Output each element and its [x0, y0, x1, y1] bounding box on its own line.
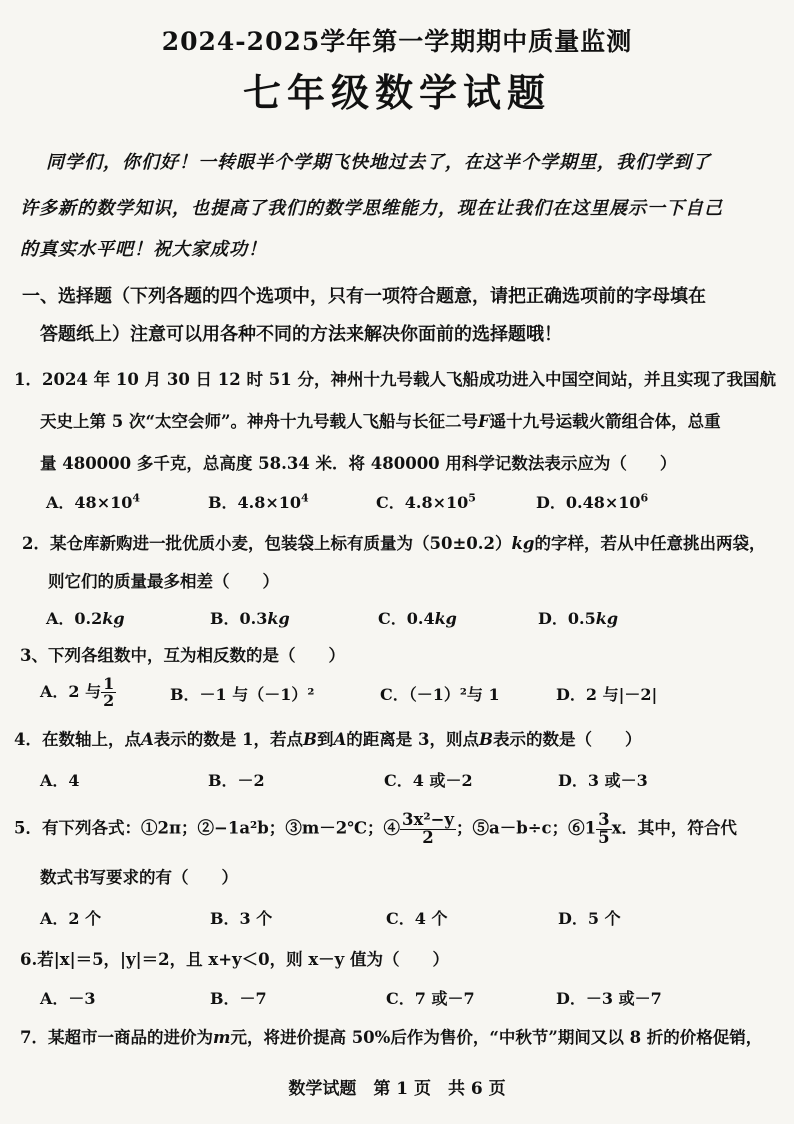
- section-1-heading-cont: 答题纸上）注意可以用各种不同的方法来解决你面前的选择题哦！: [40, 324, 562, 345]
- q3-option-a-letter: A．: [40, 682, 69, 701]
- q5-option-b: B．3 个: [210, 909, 273, 928]
- q1-option-d-exp: 6: [640, 491, 649, 505]
- q5-line-1: [14, 812, 737, 846]
- q1-option-d-base: 0.48×10: [565, 493, 641, 512]
- q5-prefix: 5．有下列各式：: [14, 818, 141, 838]
- q5-expr-4-fraction: [400, 812, 456, 846]
- q5-expr-4-label: ④: [383, 818, 401, 838]
- q1-option-a-base: 48×10: [74, 493, 133, 512]
- q4-var-b: B: [303, 730, 317, 749]
- q4-text-b: 表示的数是 1，若点: [153, 730, 304, 749]
- q2-option-b-letter: B．: [210, 609, 240, 628]
- q2-option-c: [378, 606, 457, 629]
- q2-option-b-unit: kg: [267, 609, 290, 628]
- q4-var-b-2: B: [479, 730, 493, 749]
- q1-option-a: [46, 490, 140, 513]
- q7-text-a: 7．某超市一商品的进价为: [20, 1028, 213, 1047]
- q5-expr-6-den: 5: [598, 827, 610, 847]
- q2-text-a: 2．某仓库新购进一批优质小麦，包装袋上标有质量为（50±0.2）: [22, 534, 512, 553]
- q3-option-c: C．（－1）²与 1: [380, 685, 500, 704]
- q2-option-a: [46, 606, 125, 629]
- q5-expr-4-num: 3x²−y: [402, 810, 454, 829]
- q2-option-d-value: 0.5: [567, 609, 596, 628]
- q1-option-c-exp: 5: [468, 491, 476, 505]
- q1-option-d-letter: D．: [536, 493, 566, 512]
- q2-option-a-value: 0.2: [74, 609, 103, 628]
- page-footer: 数学试题 第 1 页 共 6 页: [288, 1079, 506, 1099]
- q3-option-b: B．－1 与（－1）²: [170, 685, 315, 704]
- q1-option-c: [376, 490, 476, 513]
- q5-option-d: D．5 个: [558, 909, 621, 928]
- q6-line-1: 6.若|x|＝5，|y|＝2，且 x+y＜0，则 x－y 值为（ ）: [20, 950, 450, 969]
- q5-expr-6-fraction: [596, 812, 611, 846]
- q4-var-a: A: [140, 730, 154, 749]
- intro-line-3: 的真实水平吧！祝大家成功！: [20, 239, 267, 260]
- q2-option-d: [538, 606, 618, 629]
- q1-text-a: 天史上第 5 次“太空会师”。神舟十九号载人飞船与长征二号: [40, 412, 478, 431]
- q3-option-a-pre: 2 与: [68, 682, 102, 701]
- q5-expr-6-label: ⑥1: [568, 818, 597, 838]
- q5-expr-1: ①2π；: [140, 818, 198, 838]
- q1-line-1: 1．2024 年 10 月 30 日 12 时 51 分，神州十九号载人飞船成功进入中国空间站，并且实现了我国航: [14, 370, 776, 389]
- q1-option-b-letter: B．: [208, 493, 238, 512]
- q4-option-c: C．4 或－2: [384, 771, 473, 790]
- q3-fraction-num: 1: [103, 674, 115, 693]
- q2-text-b: 的字样，若从中任意挑出两袋，: [534, 534, 766, 553]
- q2-option-d-letter: D．: [538, 609, 568, 628]
- q2-option-b: [210, 606, 290, 629]
- q1-option-b-exp: 4: [301, 491, 309, 505]
- intro-line-2: 许多新的数学知识，也提高了我们的数学思维能力，现在让我们在这里展示一下自己: [20, 198, 723, 219]
- q5-expr-3: ③m－2℃；: [285, 818, 384, 838]
- q5-option-a: A．2 个: [40, 909, 102, 928]
- q5-expr-6-end: x．其中，符合代: [611, 818, 737, 838]
- q5-expr-6-num: 3: [598, 810, 610, 829]
- q1-option-d: [536, 490, 648, 513]
- q4-option-a: A．4: [40, 771, 80, 790]
- q6-option-a: A．－3: [40, 989, 96, 1008]
- q3-line-1: 3、下列各组数中，互为相反数的是（ ）: [20, 646, 345, 665]
- q3-fraction-den: 2: [103, 691, 115, 710]
- q1-var-f: F: [477, 412, 490, 431]
- q5-expr-2: ②−1a²b；: [197, 818, 286, 838]
- q5-expr-4-den: 2: [422, 827, 434, 847]
- exam-header-title: 2024-2025学年第一学期期中质量监测: [161, 27, 633, 56]
- q4-option-b: B．－2: [208, 771, 265, 790]
- q1-option-a-letter: A．: [46, 493, 75, 512]
- q4-text-e: 表示的数是（ ）: [492, 730, 642, 749]
- q7-line-1: [20, 1024, 762, 1048]
- q1-option-c-base: 4.8×10: [404, 493, 469, 512]
- q7-var-m: m: [212, 1028, 231, 1047]
- section-1-heading: 一、选择题（下列各题的四个选项中，只有一项符合题意，请把正确选项前的字母填在: [22, 286, 706, 307]
- q4-var-a-2: A: [333, 730, 347, 749]
- q6-option-b: B．－7: [210, 989, 267, 1008]
- q2-unit: kg: [511, 534, 535, 553]
- q1-line-2: [40, 408, 721, 432]
- q1-line-3: 量 480000 多千克，总高度 58.34 米．将 480000 用科学记数法表示应为（ ）: [40, 454, 677, 473]
- q4-text-c: 到: [316, 730, 334, 749]
- q1-option-c-letter: C．: [376, 493, 405, 512]
- q2-option-c-unit: kg: [434, 609, 457, 628]
- q3-option-d: D．2 与|－2|: [556, 685, 658, 704]
- q2-line-1: [22, 530, 765, 554]
- q4-option-d: D．3 或－3: [558, 771, 648, 790]
- q6-option-d: D．－3 或－7: [556, 989, 662, 1008]
- intro-line-1: 同学们，你们好！一转眼半个学期飞快地过去了，在这半个学期里，我们学到了: [46, 152, 711, 173]
- q3-option-a: [40, 676, 116, 709]
- q4-text-d: 的距离是 3，则点: [346, 730, 480, 749]
- exam-subject-title: 七年级数学试题: [242, 70, 551, 115]
- q1-option-b: [208, 490, 309, 513]
- q3-option-a-fraction: [101, 676, 116, 709]
- q4-text-a: 4．在数轴上，点: [14, 730, 141, 749]
- q2-option-c-value: 0.4: [406, 609, 435, 628]
- q5-option-c: C．4 个: [386, 909, 448, 928]
- q6-option-c: C．7 或－7: [386, 989, 475, 1008]
- q1-option-b-base: 4.8×10: [237, 493, 302, 512]
- q1-option-a-exp: 4: [132, 491, 141, 505]
- q4-line-1: [14, 726, 641, 750]
- q2-option-a-unit: kg: [102, 609, 125, 628]
- q1-text-b: 遥十九号运载火箭组合体，总重: [489, 412, 721, 431]
- q5-expr-4-end: ；: [456, 818, 473, 838]
- q2-option-a-letter: A．: [46, 609, 75, 628]
- q5-expr-5: ⑤a－b÷c；: [472, 818, 569, 838]
- q2-option-c-letter: C．: [378, 609, 407, 628]
- q7-text-b: 元，将进价提高 50%后作为售价，“中秋节”期间又以 8 折的价格促销，: [230, 1028, 763, 1047]
- q2-option-b-value: 0.3: [239, 609, 268, 628]
- q2-line-2: 则它们的质量最多相差（ ）: [48, 572, 279, 591]
- q5-line-2: 数式书写要求的有（ ）: [40, 868, 238, 887]
- q2-option-d-unit: kg: [595, 609, 619, 628]
